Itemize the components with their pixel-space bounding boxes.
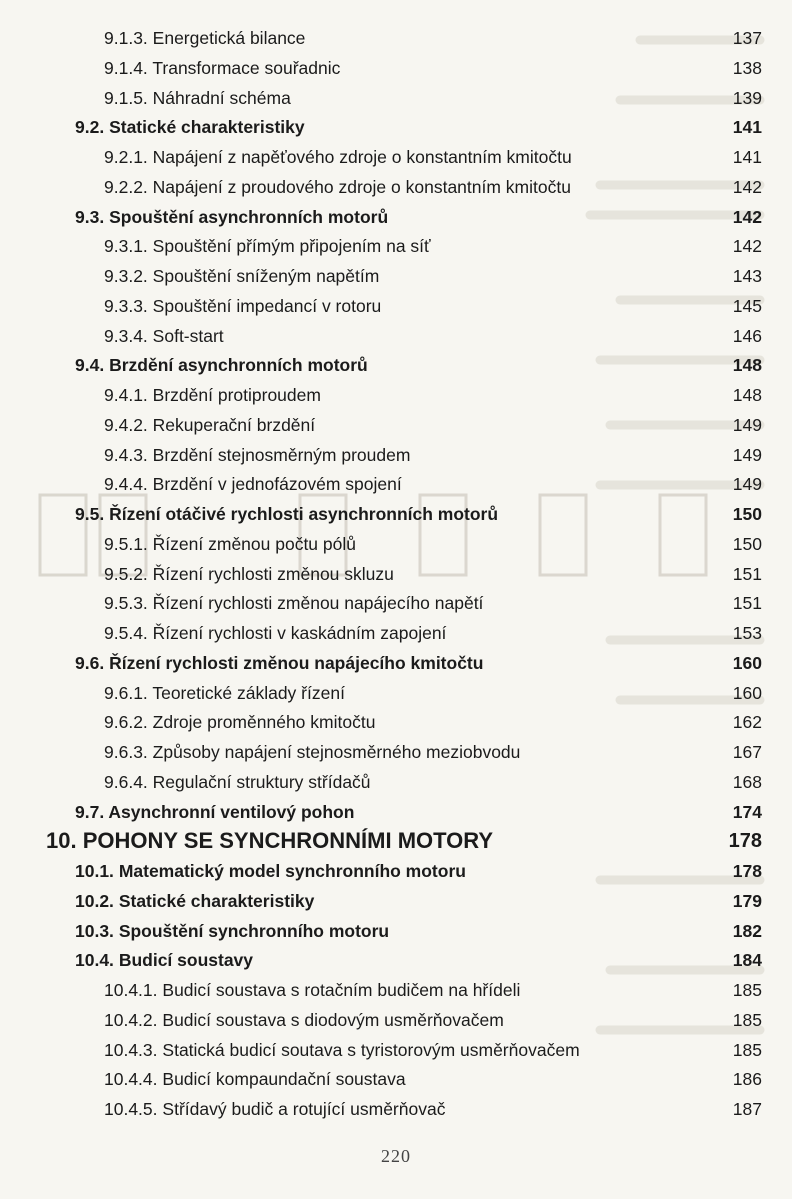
toc-entry[interactable] bbox=[0, 291, 792, 321]
toc-entry-page: 186 bbox=[732, 1069, 762, 1090]
toc-entry-page: 142 bbox=[732, 206, 762, 227]
toc-entry-title: Způsoby napájení stejnosměrného meziobvodu bbox=[152, 742, 521, 762]
toc-entry-page: 148 bbox=[732, 385, 762, 405]
toc-entry-page: 137 bbox=[732, 28, 762, 48]
toc-entry-label bbox=[75, 499, 498, 529]
toc-entry-number: 9.4. bbox=[75, 355, 105, 376]
toc-entry[interactable] bbox=[0, 856, 792, 886]
page-number: 220 bbox=[381, 1146, 411, 1166]
toc-entry-page: 168 bbox=[732, 771, 762, 792]
toc-entry-title: Statická budicí soutava s tyristorovým usměrňovačem bbox=[162, 1039, 580, 1060]
toc-entry-page: 178 bbox=[728, 830, 762, 853]
toc-entry-label bbox=[104, 440, 410, 470]
toc-entry-label bbox=[104, 53, 340, 83]
toc-entry-label bbox=[75, 350, 368, 380]
toc-entry-page: 142 bbox=[732, 236, 762, 257]
toc-entry-title: Budicí kompaundační soustava bbox=[162, 1069, 406, 1090]
toc-entry[interactable] bbox=[0, 916, 792, 946]
toc-entry[interactable] bbox=[0, 350, 792, 380]
toc-entry-title: Spouštění synchronního motoru bbox=[118, 920, 390, 941]
toc-entry-label bbox=[104, 231, 431, 261]
toc-entry[interactable] bbox=[0, 112, 792, 142]
toc-entry-label bbox=[104, 767, 371, 797]
toc-entry[interactable] bbox=[0, 975, 792, 1005]
toc-entry-label bbox=[104, 380, 321, 410]
toc-entry-page: 149 bbox=[732, 444, 762, 465]
toc-entry-page: 160 bbox=[732, 682, 762, 703]
toc-entry-number: 10.4.4. bbox=[104, 1069, 158, 1090]
toc-entry-title: Soft-start bbox=[152, 325, 224, 346]
toc-entry-title: Spouštění impedancí v rotoru bbox=[152, 295, 382, 316]
toc-entry-label bbox=[104, 975, 520, 1005]
toc-entry-number: 9.2.1. bbox=[104, 147, 148, 167]
toc-entry-title: Brzdění protiproudem bbox=[152, 385, 321, 405]
toc-entry[interactable] bbox=[0, 231, 792, 261]
toc-entry-title: Brzdění stejnosměrným proudem bbox=[152, 444, 411, 465]
toc-entry-title: Spouštění přímým připojením na síť bbox=[152, 236, 431, 257]
toc-entry-number: 9.1.3. bbox=[104, 28, 148, 48]
toc-entry-number: 9.5. bbox=[75, 504, 105, 524]
toc-entry[interactable] bbox=[0, 410, 792, 440]
toc-entry-page: 149 bbox=[732, 474, 762, 495]
toc-entry-number: 10.1. bbox=[75, 861, 114, 881]
toc-entry[interactable] bbox=[0, 1005, 792, 1035]
toc-entry-number: 9.6.1. bbox=[104, 682, 148, 703]
toc-entry-label bbox=[104, 707, 375, 737]
toc-entry[interactable] bbox=[0, 202, 792, 232]
toc-entry[interactable] bbox=[0, 23, 792, 53]
toc-entry-title: Brzdění v jednofázovém spojení bbox=[152, 474, 402, 495]
toc-entry-page: 141 bbox=[732, 147, 762, 167]
toc-entry-title: Energetická bilance bbox=[152, 28, 306, 48]
toc-entry-title: Napájení z napěťového zdroje o konstantním kmitočtu bbox=[152, 147, 572, 167]
toc-entry[interactable] bbox=[0, 588, 792, 618]
toc-entry-number: 9.3. bbox=[75, 206, 105, 227]
toc-entry-label bbox=[104, 618, 446, 648]
toc-entry[interactable] bbox=[0, 886, 792, 916]
toc-entry-number: 9.3.3. bbox=[104, 295, 148, 316]
toc-entry-title: Řízení změnou počtu pólů bbox=[152, 533, 356, 554]
toc-entry-label bbox=[104, 321, 224, 351]
toc-entry-label bbox=[104, 172, 571, 202]
toc-entry[interactable] bbox=[0, 142, 792, 172]
toc-entry-page: 185 bbox=[732, 1009, 762, 1030]
toc-entry[interactable] bbox=[0, 797, 792, 827]
toc-entry[interactable] bbox=[0, 53, 792, 83]
toc-entry-number: 9.7. bbox=[75, 801, 105, 822]
toc-entry-number: 9.2. bbox=[75, 117, 105, 138]
toc-entry-page: 153 bbox=[732, 623, 762, 643]
toc-entry[interactable] bbox=[0, 648, 792, 678]
toc-entry-number: 9.1.5. bbox=[104, 87, 148, 108]
toc-entry-label bbox=[104, 1035, 580, 1065]
toc-entry[interactable] bbox=[0, 737, 792, 767]
toc-entry-page: 184 bbox=[732, 950, 762, 971]
toc-entry-label bbox=[104, 1064, 406, 1094]
toc-entry-title: Budicí soustavy bbox=[118, 950, 254, 971]
toc-entry-label bbox=[75, 886, 314, 916]
toc-entry[interactable] bbox=[0, 1094, 792, 1124]
toc-entry-number: 9.6.3. bbox=[104, 742, 148, 762]
toc-entry-title: Matematický model synchronního motoru bbox=[118, 861, 466, 881]
toc-entry[interactable] bbox=[0, 1035, 792, 1065]
toc-entry[interactable] bbox=[0, 707, 792, 737]
toc-entry[interactable] bbox=[0, 1064, 792, 1094]
toc-entry-number: 9.6.2. bbox=[104, 712, 148, 733]
toc-entry-title: Statické charakteristiky bbox=[118, 890, 315, 911]
toc-entry-title: Napájení z proudového zdroje o konstantním kmitočtu bbox=[152, 176, 571, 197]
toc-entry-number: 9.6. bbox=[75, 652, 105, 673]
toc-entry-number: 9.3.2. bbox=[104, 266, 148, 286]
toc-entry-title: Řízení rychlosti změnou skluzu bbox=[152, 563, 394, 584]
toc-entry-page: 174 bbox=[732, 801, 762, 822]
toc-entry-title: Budicí soustava s diodovým usměrňovačem bbox=[162, 1009, 504, 1030]
toc-entry-title: Náhradní schéma bbox=[152, 87, 291, 108]
toc-entry-page: 150 bbox=[732, 533, 762, 554]
toc-entry-number: 10.4.1. bbox=[104, 980, 158, 1000]
toc-entry-page: 160 bbox=[732, 652, 762, 673]
toc-entry-page: 150 bbox=[732, 504, 762, 524]
toc-entry[interactable] bbox=[0, 678, 792, 708]
toc-entry-label bbox=[104, 559, 394, 589]
toc-entry[interactable] bbox=[0, 261, 792, 291]
toc-entry[interactable] bbox=[0, 559, 792, 589]
toc-entry-page: 187 bbox=[732, 1099, 762, 1119]
toc-entry-label bbox=[104, 23, 305, 53]
toc-entry-number: 10.4. bbox=[75, 950, 114, 971]
toc-entry-page: 138 bbox=[732, 57, 762, 78]
toc-entry-number: 10.4.5. bbox=[104, 1099, 158, 1119]
toc-entry-number: 9.5.1. bbox=[104, 533, 148, 554]
toc-entry-title: Budicí soustava s rotačním budičem na hřídeli bbox=[162, 980, 521, 1000]
toc-entry-number: 9.4.2. bbox=[104, 414, 148, 435]
toc-entry-page: 141 bbox=[732, 117, 762, 138]
toc-entry-number: 9.6.4. bbox=[104, 771, 148, 792]
toc-entry-number: 9.2.2. bbox=[104, 176, 148, 197]
toc-entry-label bbox=[75, 945, 253, 975]
toc-entry-number: 10.2. bbox=[75, 890, 114, 911]
toc-entry-page: 185 bbox=[732, 980, 762, 1000]
toc-entry-label bbox=[104, 678, 345, 708]
toc-entry[interactable] bbox=[0, 499, 792, 529]
toc-entry-label bbox=[75, 202, 388, 232]
toc-entry-title: Řízení rychlosti v kaskádním zapojení bbox=[152, 623, 447, 643]
toc-entry-number: 9.5.4. bbox=[104, 623, 148, 643]
toc-entry-number: 9.4.1. bbox=[104, 385, 148, 405]
toc-entry-title: Regulační struktury střídačů bbox=[152, 771, 371, 792]
toc-entry-label bbox=[75, 648, 483, 678]
toc-entry-number: 9.4.3. bbox=[104, 444, 148, 465]
toc-entry-label bbox=[104, 261, 379, 291]
toc-entry[interactable] bbox=[0, 321, 792, 351]
toc-entry-title: POHONY SE SYNCHRONNÍMI MOTORY bbox=[82, 828, 494, 854]
toc-entry-page: 142 bbox=[732, 176, 762, 197]
toc-entry-number: 10.4.2. bbox=[104, 1009, 158, 1030]
toc-entry-page: 151 bbox=[732, 593, 762, 614]
toc-entry[interactable] bbox=[0, 529, 792, 559]
toc-entry-page: 145 bbox=[732, 295, 762, 316]
toc-entry-label bbox=[104, 469, 402, 499]
toc-entry-title: Statické charakteristiky bbox=[109, 117, 305, 138]
toc-entry-page: 151 bbox=[732, 563, 762, 584]
toc-entry-label bbox=[104, 291, 381, 321]
toc-entry[interactable] bbox=[0, 945, 792, 975]
toc-entry-label bbox=[104, 1094, 445, 1124]
toc-entry-number: 10. bbox=[46, 828, 77, 854]
toc-entry-number: 9.4.4. bbox=[104, 474, 148, 495]
toc-entry-page: 167 bbox=[732, 742, 762, 762]
toc-entry[interactable] bbox=[0, 380, 792, 410]
toc-entry-title: Rekuperační brzdění bbox=[152, 414, 316, 435]
toc-entry-label bbox=[104, 142, 572, 172]
toc-entry-title: Spouštění asynchronních motorů bbox=[109, 206, 389, 227]
toc-entry-page: 143 bbox=[732, 266, 762, 286]
toc-entry[interactable] bbox=[0, 83, 792, 113]
toc-entry-page: 162 bbox=[732, 712, 762, 733]
toc-entry-page: 149 bbox=[732, 414, 762, 435]
toc-entry-label bbox=[104, 737, 520, 767]
toc-entry-title: Řízení rychlosti změnou napájecího kmitočtu bbox=[109, 652, 484, 673]
toc-entry-title: Teoretické základy řízení bbox=[152, 682, 345, 703]
toc-entry-label bbox=[104, 588, 483, 618]
toc-entry-label bbox=[104, 410, 315, 440]
toc-entry-title: Řízení otáčivé rychlosti asynchronních motorů bbox=[109, 504, 499, 524]
toc-entry-label bbox=[104, 529, 356, 559]
toc-entry-label bbox=[75, 916, 389, 946]
toc-entry-label bbox=[75, 112, 305, 142]
toc-entry[interactable] bbox=[0, 826, 792, 856]
toc-entry-label bbox=[75, 797, 354, 827]
toc-entry[interactable] bbox=[0, 618, 792, 648]
toc-entry-page: 185 bbox=[732, 1039, 762, 1060]
toc-entry-label bbox=[104, 1005, 504, 1035]
toc-entry-number: 9.5.2. bbox=[104, 563, 148, 584]
toc-entry-page: 178 bbox=[732, 861, 762, 881]
toc-entry-label bbox=[104, 83, 291, 113]
toc-entry-number: 10.4.3. bbox=[104, 1039, 158, 1060]
toc-entry-number: 9.3.1. bbox=[104, 236, 148, 257]
toc-entry[interactable] bbox=[0, 767, 792, 797]
toc-entry-title: Brzdění asynchronních motorů bbox=[109, 355, 368, 376]
toc-entry-page: 146 bbox=[732, 325, 762, 346]
toc-entry[interactable] bbox=[0, 440, 792, 470]
toc-entry[interactable] bbox=[0, 172, 792, 202]
toc-entry-title: Asynchronní ventilový pohon bbox=[108, 801, 355, 822]
toc-entry-label bbox=[75, 856, 466, 886]
toc-entry-page: 139 bbox=[732, 87, 762, 108]
toc-entry-label bbox=[46, 826, 493, 856]
toc-entry-number: 9.1.4. bbox=[104, 57, 148, 78]
toc-entry-title: Střídavý budič a rotující usměrňovač bbox=[162, 1099, 446, 1119]
toc-entry-title: Zdroje proměnného kmitočtu bbox=[152, 712, 376, 733]
toc-entry-title: Transformace souřadnic bbox=[152, 57, 341, 78]
toc-entry-page: 182 bbox=[732, 920, 762, 941]
toc-entry-number: 9.5.3. bbox=[104, 593, 148, 614]
toc-entry[interactable] bbox=[0, 469, 792, 499]
toc-entry-title: Řízení rychlosti změnou napájecího napětí bbox=[152, 593, 484, 614]
toc-entry-title: Spouštění sníženým napětím bbox=[152, 266, 380, 286]
toc-entry-page: 148 bbox=[732, 355, 762, 376]
toc-entry-page: 179 bbox=[732, 890, 762, 911]
toc-entry-number: 9.3.4. bbox=[104, 325, 148, 346]
toc-entry-number: 10.3. bbox=[75, 920, 114, 941]
